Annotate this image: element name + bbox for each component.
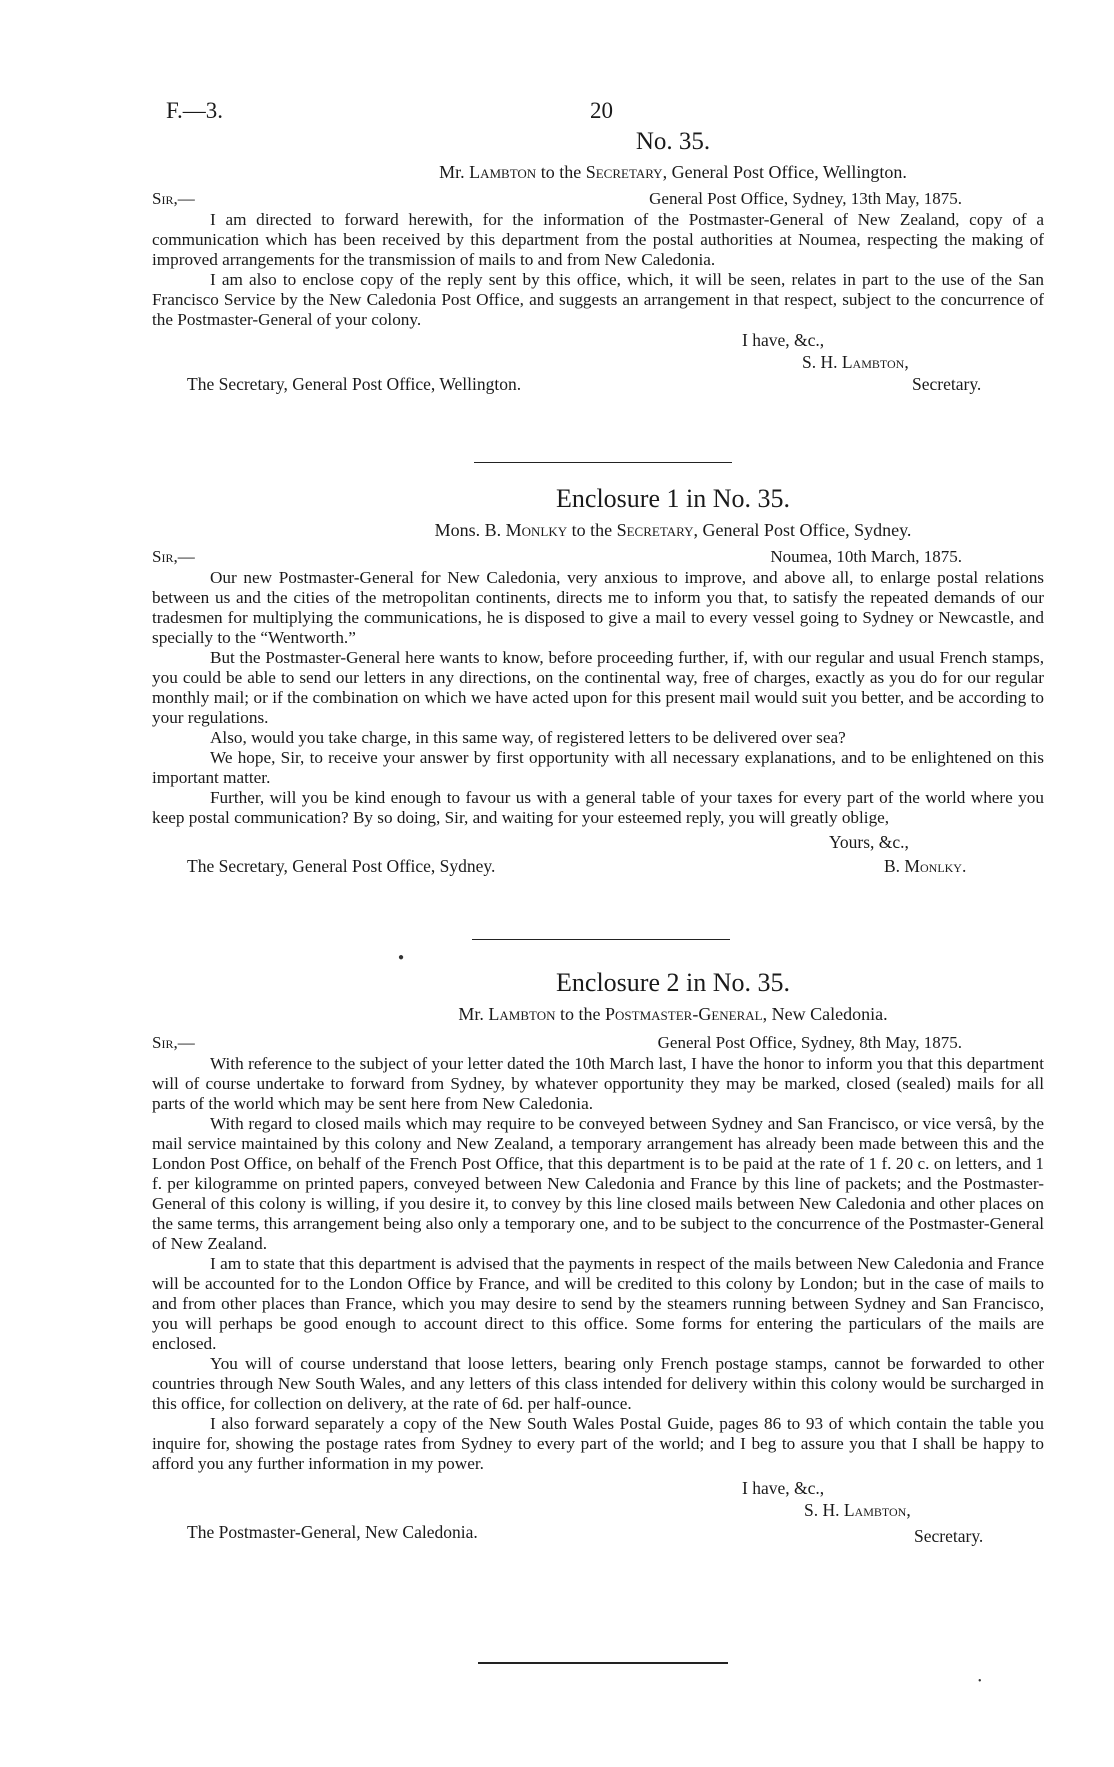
paragraph: We hope, Sir, to receive your answer by first opportunity with all necessary explanations, and to be enlightened on this important matter. xyxy=(152,748,1044,787)
paragraph: With regard to closed mails which may require to be conveyed between Sydney and San Francisco, or vice versâ, by the mail service maintained by this colony and New Zealand, a temporary arrangement has already been made between this and the London Post Office, on behalf of the French Post Office, that this department is to be paid at the rate of 1 f. 20 c. on letters, and 1 f. per kilogramme on printed papers, conveyed between New Caledonia and France by this line of packets; and the Postmaster-General of this colony is willing, if you desire it, to convey by this line closed mails between New Caledonia and other places on the same terms, this arrangement being also only a temporary one, and to be subject to the concurrence of the Postmaster-General of New Zealand. xyxy=(152,1114,1044,1253)
paragraph: Our new Postmaster-General for New Caledonia, very anxious to improve, and above all, to enlarge postal relations between us and the cities of the metropolitan continents, directs me to inform you that, to satisfy the repeated demands of our tradesmen for multiplying the communications, he is disposed to give a mail to every vessel going to Sydney or Newcastle, and specially to the “Wentworth.” xyxy=(152,568,1044,647)
signatory-title: Secretary. xyxy=(914,1526,984,1546)
closing-block xyxy=(152,330,1044,398)
enclosure-title: Enclosure 1 in No. 35. xyxy=(556,484,790,513)
salutation: Sir,— xyxy=(152,1033,195,1052)
paragraph: With reference to the subject of your letter dated the 10th March last, I have the honor to inform you that this department will of course undertake to forward from Sydney, by whatever opportunity they may be marked, closed (sealed) mails for all parts of the world which may be sent here from New Caledonia. xyxy=(152,1054,1044,1113)
addressee: The Secretary, General Post Office, Wellington. xyxy=(187,374,522,394)
section-divider xyxy=(472,939,730,940)
addressee: The Postmaster-General, New Caledonia. xyxy=(187,1522,478,1542)
closing-block xyxy=(152,832,1044,878)
signatory: S. H. Lambton, xyxy=(804,1500,911,1520)
closing-block xyxy=(152,1478,1044,1548)
dateline: Noumea, 10th March, 1875. xyxy=(770,547,962,566)
print-mark: • xyxy=(978,1676,982,1687)
recipient-role: Postmaster-General xyxy=(605,1004,763,1024)
parliamentary-paper-ref: F.—3. xyxy=(166,98,223,123)
sender-name: Lambton xyxy=(469,162,537,182)
print-mark: ● xyxy=(398,952,405,963)
paragraph: Further, will you be kind enough to favour us with a general table of your taxes for every part of the world where you keep postal communication? By so doing, Sir, and waiting for your esteemed reply, you will greatly oblige, xyxy=(152,788,1044,827)
letter-subtitle: Mr. Lambton to the Secretary, General Post Office, Wellington. xyxy=(439,162,907,182)
end-divider xyxy=(478,1662,728,1664)
salutation-row xyxy=(152,546,1044,568)
dateline: General Post Office, Sydney, 8th May, 1875. xyxy=(657,1033,962,1052)
document-number: No. 35. xyxy=(635,128,711,155)
page-number: 20 xyxy=(590,98,613,123)
salutation: Sir,— xyxy=(152,189,195,208)
sender-name: Monlky xyxy=(505,520,568,540)
paragraph: I am directed to forward herewith, for the information of the Postmaster-General of New Zealand, copy of a communication which has been received by this department from the postal authorities at Noumea, respecting the making of improved arrangements for the transmission of mails to and from New Caledonia. xyxy=(152,210,1044,269)
enclosure-title: Enclosure 2 in No. 35. xyxy=(556,968,790,997)
paragraph: I am also to enclose copy of the reply sent by this office, which, it will be seen, relates in part to the use of the San Francisco Service by the New Caledonia Post Office, and suggests an arrangement in that respect, subject to the concurrence of the Postmaster-General of your colony. xyxy=(152,270,1044,329)
salutation-row xyxy=(152,188,1044,210)
closing-phrase: Yours, &c., xyxy=(829,832,909,852)
dateline: General Post Office, Sydney, 13th May, 1875. xyxy=(649,189,962,208)
paragraph: I also forward separately a copy of the New South Wales Postal Guide, pages 86 to 93 of which contain the table you inquire for, showing the postage rates from Sydney to every part of the world; and I beg to assure you that I shall be happy to afford you any further information in my power. xyxy=(152,1414,1044,1473)
closing-phrase: I have, &c., xyxy=(742,330,825,350)
sender-name: Lambton xyxy=(488,1004,556,1024)
paragraph: But the Postmaster-General here wants to know, before proceeding further, if, with our regular and usual French stamps, you could be able to send our letters in any directions, on the continental way, free of charges, exactly as you do for our regular monthly mail; or if the combination on which we have acted upon for this present mail would suit you better, and be according to your regulations. xyxy=(152,648,1044,727)
recipient-role: Secretary xyxy=(616,520,694,540)
addressee: The Secretary, General Post Office, Sydney. xyxy=(187,856,496,876)
salutation-row xyxy=(152,1032,1044,1054)
salutation: Sir,— xyxy=(152,547,195,566)
paragraph: Also, would you take charge, in this same way, of registered letters to be delivered over sea? xyxy=(210,728,846,747)
paragraph: You will of course understand that loose letters, bearing only French postage stamps, cannot be forwarded to other countries through New South Wales, and any letters of this class intended for delivery within this colony would be surcharged in this office, for collection on delivery, at the rate of 6d. per half-ounce. xyxy=(152,1354,1044,1413)
letter-no35 xyxy=(152,128,1044,398)
paragraph: I am to state that this department is advised that the payments in respect of the mails between New Caledonia and France will be accounted for to the London Office by France, and will be credited to this colony by London; but in the case of mails to and from other places than France, which you may desire to send by the steamers running between Sydney and San Francisco, you will perhaps be good enough to account direct to this office. Some forms for entering the particulars of the mails are enclosed. xyxy=(152,1254,1044,1353)
letter-subtitle: Mr. Lambton to the Postmaster-General, New Caledonia. xyxy=(458,1004,888,1024)
letter-enclosure-2 xyxy=(152,968,1044,1548)
letter-enclosure-1 xyxy=(152,484,1044,878)
signatory-title: Secretary. xyxy=(912,374,982,394)
signatory: B. Monlky. xyxy=(884,856,967,876)
recipient-role: Secretary xyxy=(585,162,663,182)
section-divider xyxy=(474,462,732,463)
signatory: S. H. Lambton, xyxy=(802,352,909,372)
closing-phrase: I have, &c., xyxy=(742,1478,825,1498)
letter-subtitle: Mons. B. Monlky to the Secretary, General Post Office, Sydney. xyxy=(434,520,912,540)
